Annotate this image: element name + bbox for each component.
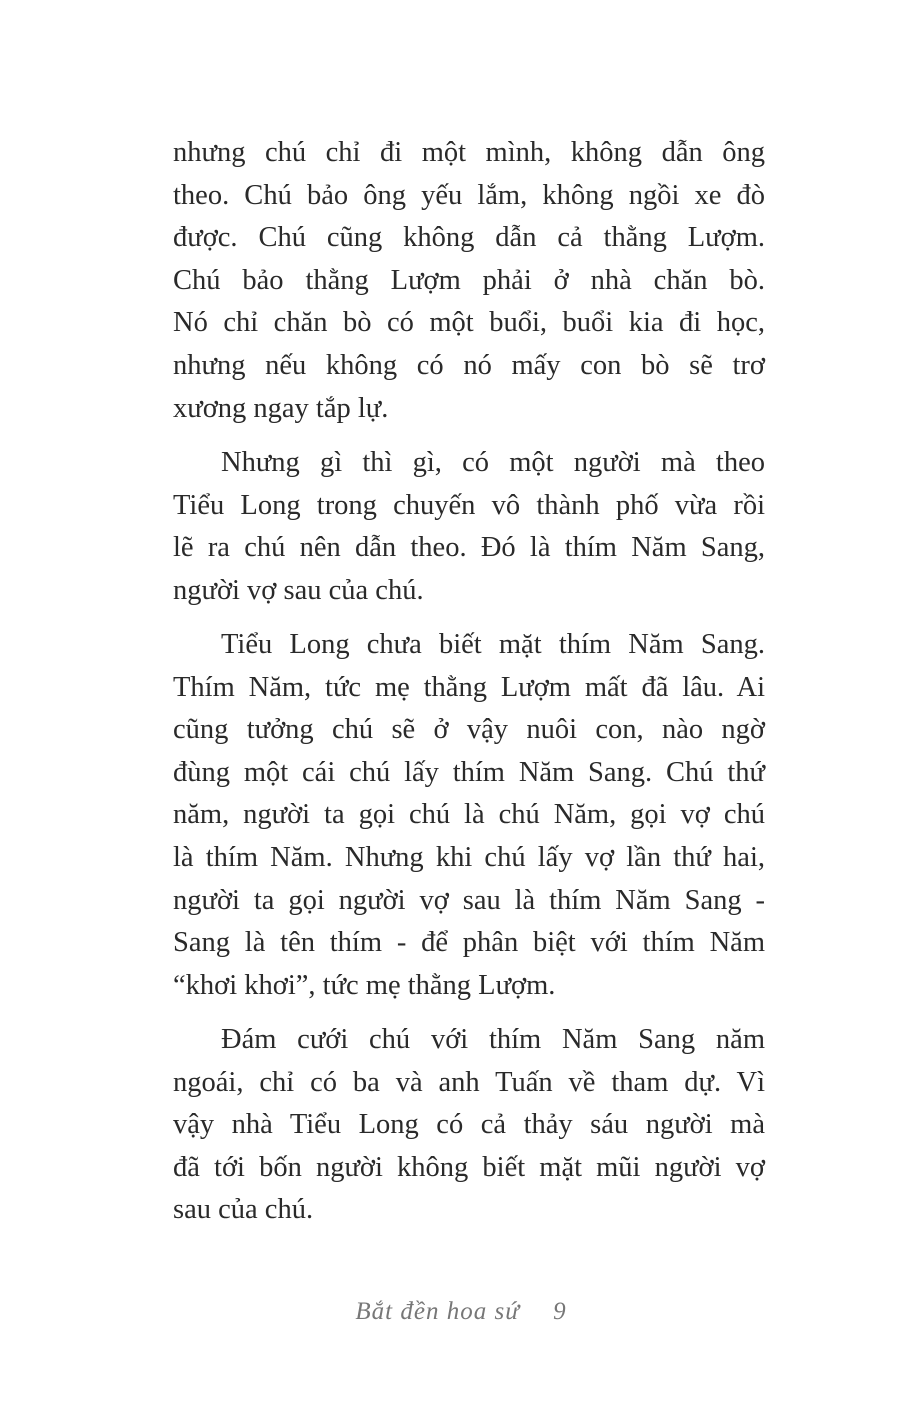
text-line: Sang là tên thím - để phân biệt với thím Năm — [173, 927, 765, 959]
text-line: được. Chú cũng không dẫn cả thằng Lượm. — [173, 222, 765, 254]
text-line: nhưng chú chỉ đi một mình, không dẫn ông — [173, 137, 765, 168]
text-line: năm, người ta gọi chú là chú Năm, gọi vợ chú — [173, 799, 765, 831]
page-footer — [0, 1298, 922, 1326]
text-line: là thím Năm. Nhưng khi chú lấy vợ lần thứ hai, — [173, 841, 765, 873]
page-number: 9 — [553, 1298, 567, 1325]
text-line: theo. Chú bảo ông yếu lắm, không ngồi xe đò — [173, 179, 765, 211]
paragraph — [173, 442, 765, 612]
text-line: xương ngay tắp lự. — [173, 392, 389, 424]
text-line: Tiểu Long chưa biết mặt thím Năm Sang. — [221, 629, 765, 660]
text-line: nhưng nếu không có nó mấy con bò sẽ trơ — [173, 349, 765, 381]
text-line: người ta gọi người vợ sau là thím Năm Sang - — [173, 884, 765, 916]
text-line: người vợ sau của chú. — [173, 574, 424, 606]
text-line: cũng tưởng chú sẽ ở vậy nuôi con, nào ngờ — [173, 714, 765, 746]
book-title: Bắt đền hoa sứ — [355, 1298, 520, 1325]
text-line: Thím Năm, tức mẹ thằng Lượm mất đã lâu. Ai — [173, 671, 765, 703]
text-line: Chú bảo thằng Lượm phải ở nhà chăn bò. — [173, 264, 765, 296]
paragraph — [173, 624, 765, 1007]
text-line: Tiểu Long trong chuyến vô thành phố vừa rồi — [173, 489, 765, 521]
text-line: Nó chỉ chăn bò có một buổi, buổi kia đi học, — [173, 307, 765, 339]
text-line: ngoái, chỉ có ba và anh Tuấn về tham dự. Vì — [173, 1066, 765, 1098]
text-line: sau của chú. — [173, 1194, 314, 1226]
paragraph — [173, 1019, 765, 1232]
text-line: “khơi khơi”, tức mẹ thằng Lượm. — [173, 969, 556, 1001]
text-line: Nhưng gì thì gì, có một người mà theo — [221, 447, 765, 478]
paragraph — [173, 132, 765, 430]
text-line: vậy nhà Tiểu Long có cả thảy sáu người mà — [173, 1109, 765, 1141]
text-line: đã tới bốn người không biết mặt mũi người vợ — [173, 1151, 765, 1183]
text-line: lẽ ra chú nên dẫn theo. Đó là thím Năm Sang, — [173, 532, 765, 564]
text-line: Đám cưới chú với thím Năm Sang năm — [221, 1024, 765, 1055]
text-line: đùng một cái chú lấy thím Năm Sang. Chú thứ — [173, 756, 765, 788]
